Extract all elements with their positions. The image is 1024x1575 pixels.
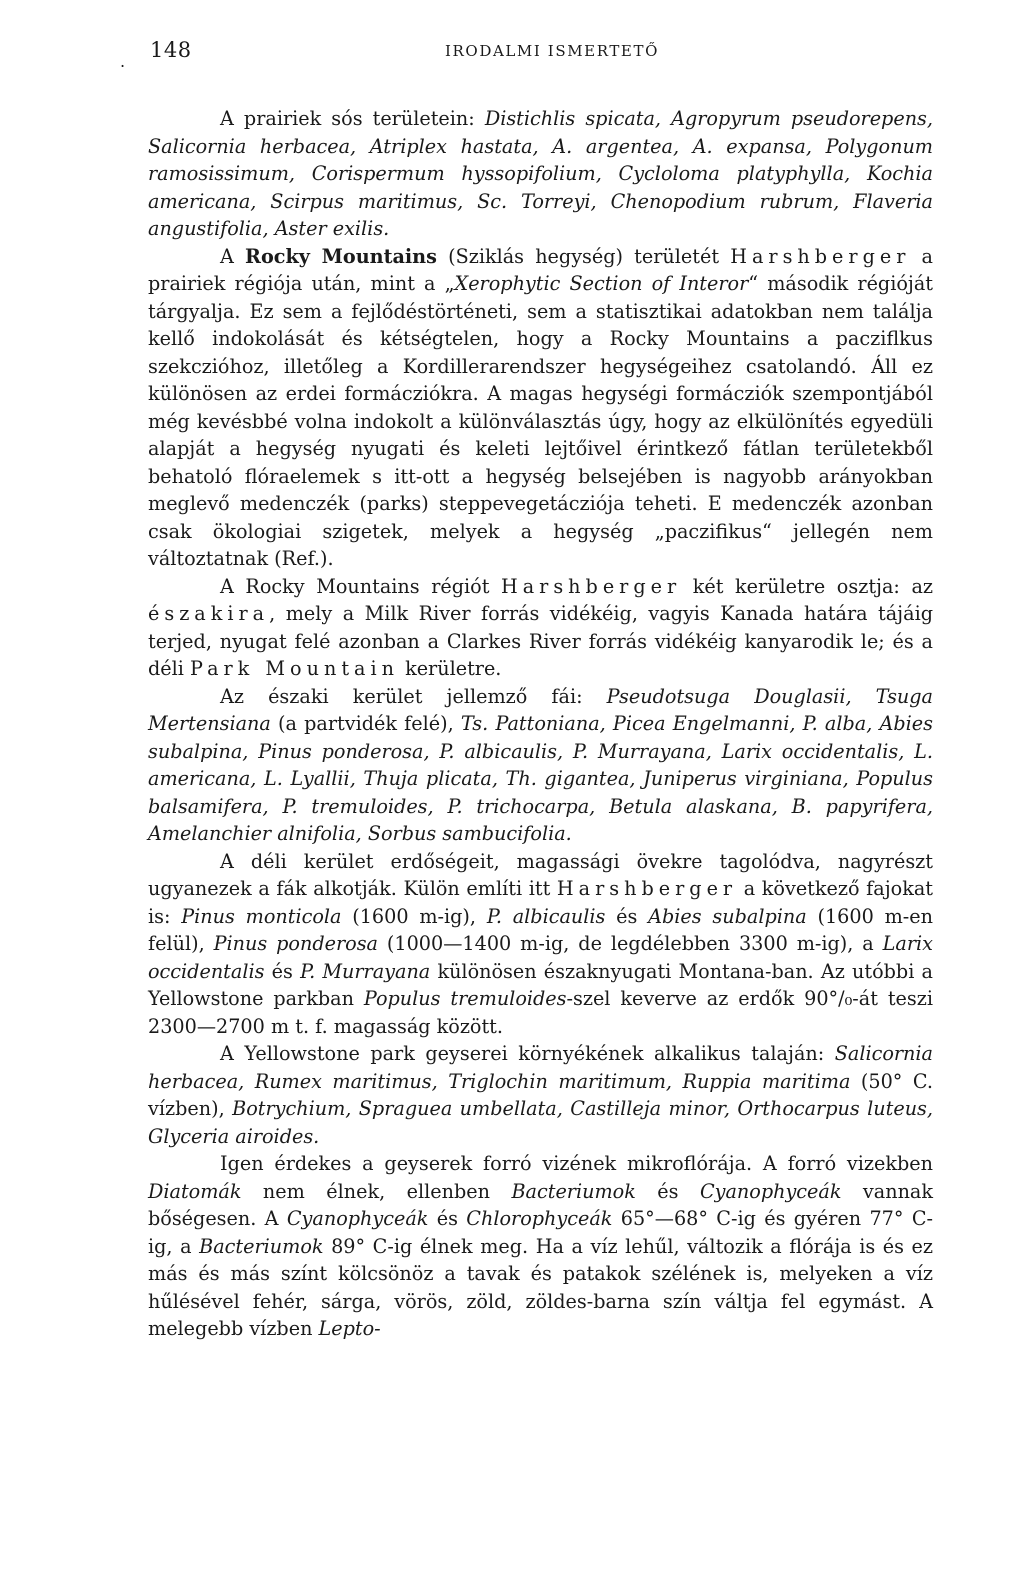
text-run: , mely a Milk River forrás vidékéig, vagyis Kanada határa tájáig terjed, nyugat felé azonban a Clarkes River forrás vidékéig kanyarodik le; és a déli [148,602,933,680]
text-run: és [635,1179,700,1203]
text-run: (1600 m-ig), [341,904,487,928]
text-run: “ második régióját tárgyalja. Ez sem a fejlődéstörténeti, sem a statisztikai adatokban nem találja kellő indokolását és kétségtelen, hogy a Rocky Mountains a pacziflkus szekczióhoz, illetőleg a Kordillerarendszer hegységeihez csatolandó. Áll ez különösen az erdei formácziókra. A magas hegységi formácziók szempontjából még kevésbbé volna indokolt a különválasztás úgy, hogy az elkülönítés egyedüli alapját a hegység nyugati és keleti lejtőivel érintkező fátlan területekből behatoló flóraelemek s itt-ott a hegység belsejében is nagyobb arányokban meglevő medenczék (parks) steppevegetácziója teheti. E medenczék azonban csak ökologiai szigetek, melyek a hegység „paczifikus“ jellegén nem változtatnak (Ref.). [148,272,934,570]
text-run: különösen északnyugati Montana-ban. Az utóbbi a Yellowstone parkban [148,959,933,1010]
bold-text: Rocky Mountains [245,244,437,268]
text-run: Igen érdekes a geyserek forró vizének mikroflórája. A forró vizekben [220,1152,933,1175]
text-run: Az északi kerület jellemző fái: [220,684,607,708]
body-text [148,105,933,1343]
text-run: a következő fajokat is: [148,877,933,928]
text-run: a prairiek régiója után, mint a „ [148,244,933,295]
italic-text: Diatomák [148,1179,242,1203]
page-header [110,38,930,71]
italic-text: Larix occidentalis [148,932,933,983]
italic-text: Salicornia herbacea, Rumex maritimus, Triglochin maritimum, Ruppia maritima [148,1042,933,1093]
text-run: (1600 m-en felül), [148,904,933,955]
italic-text: Pinus monticola [181,904,342,928]
italic-text: Xerophytic Section of Interor [454,272,749,295]
text-run: A Rocky Mountains régiót [220,574,501,598]
text-run: A déli kerület erdőségeit, magassági övekre tagolódva, nagyrészt ugyanezek a fák alkotják. Külön említi itt [148,849,933,900]
text-run: két kerületre osztja: az [681,574,934,598]
spaced-name: Harshberger [500,574,682,598]
spaced-name: északira [148,602,270,625]
text-run: (a partvidék felé), [270,712,461,735]
paragraph [148,1040,933,1150]
paragraph [148,243,933,573]
italic-text: Bacteriumok [511,1179,636,1203]
italic-text: P. albicaulis [486,904,606,928]
text-run: (1000—1400 m-ig, de legdélebben 3300 m-ig), a [377,932,883,955]
text-run: 65°—68° C-ig és gyéren 77° C-ig, a [148,1207,933,1258]
text-run: vannak bőségesen. A [148,1179,933,1230]
italic-text: Pinus ponderosa [213,932,378,955]
paragraph [148,573,933,683]
text-run: nem élnek, ellenben [241,1179,512,1203]
margin-mark: . [120,52,126,71]
paragraph [148,105,933,243]
italic-text: Ts. Pattoniana, Picea Engelmanni, P. alba, Abies subalpina, Pinus ponderosa, P. albicaulis, P. Murrayana, Larix occidentalis, L. americana, L. Lyallii, Thuja plicata, Th. gigantea, Juniperus virginiana, Populus balsamifera, P. tremuloides, P. trichocarpa, Betula alaskana, B. papyrifera, Amelanchier alnifolia, Sorbus sambucifolia. [148,712,933,845]
paragraph [148,1150,933,1343]
italic-text: Chlorophyceák [466,1207,613,1230]
page-number: 148 [150,38,192,62]
paragraph [148,683,933,848]
spaced-name: Park Mountain [190,657,399,680]
italic-text: Pseudotsuga Douglasii, Tsuga Mertensiana [148,684,933,735]
text-run: A prairiek sós területein: [220,107,485,130]
italic-text: Bacteriumok [199,1234,324,1258]
italic-text: Abies subalpina [648,904,807,928]
text-run: (Sziklás hegység) területét [436,244,731,268]
italic-text: P. Murrayana [300,959,431,983]
text-run: A [220,244,246,268]
italic-text: Populus tremuloides [363,987,567,1010]
italic-text: Distichlis spicata, Agropyrum pseudorepens, Salicornia herbacea, Atriplex hastata, A. argentea, A. expansa, Polygonum ramosissimum, Corispermum hyssopifolium, Cycloloma platyphylla, Kochia americana, Scirpus maritimus, Sc. Torreyi, Chenopodium rubrum, Flaveria angustifolia, Aster exilis. [148,107,934,240]
italic-text: Botrychium, Spraguea umbellata, Castilleja minor, Orthocarpus luteus, Glyceria airoides. [148,1097,933,1148]
italic-text: Cyanophyceák [286,1207,429,1230]
text-run: -szel keverve az erdők 90°/₀-át teszi 2300—2700 m t. f. magasság között. [148,987,933,1038]
text-run: kerületre. [398,657,502,680]
italic-text: Lepto- [318,1317,381,1340]
text-run: és [264,959,301,983]
text-run: és [428,1207,467,1230]
italic-text: Cyanophyceák [699,1179,842,1203]
spaced-name: Harshberger [730,244,911,268]
text-run: 89° C-ig élnek meg. Ha a víz lehűl, változik a flórája is és ez más és más színt kölcsönöz a tavak és patakok szélének is, melyeken a víz hűlésével fehér, sárga, vörös, zöld, zöldes-barna szín váltja fel egymást. A melegebb vízben [148,1234,934,1340]
text-run: és [605,904,649,928]
text-run: A Yellowstone park geyserei környékének alkalikus talaján: [220,1042,835,1065]
spaced-name: Harshberger [556,877,738,900]
running-title: IRODALMI ISMERTETŐ [445,42,659,60]
text-run: (50° C. vízben), [148,1069,933,1120]
paragraph [148,848,933,1041]
